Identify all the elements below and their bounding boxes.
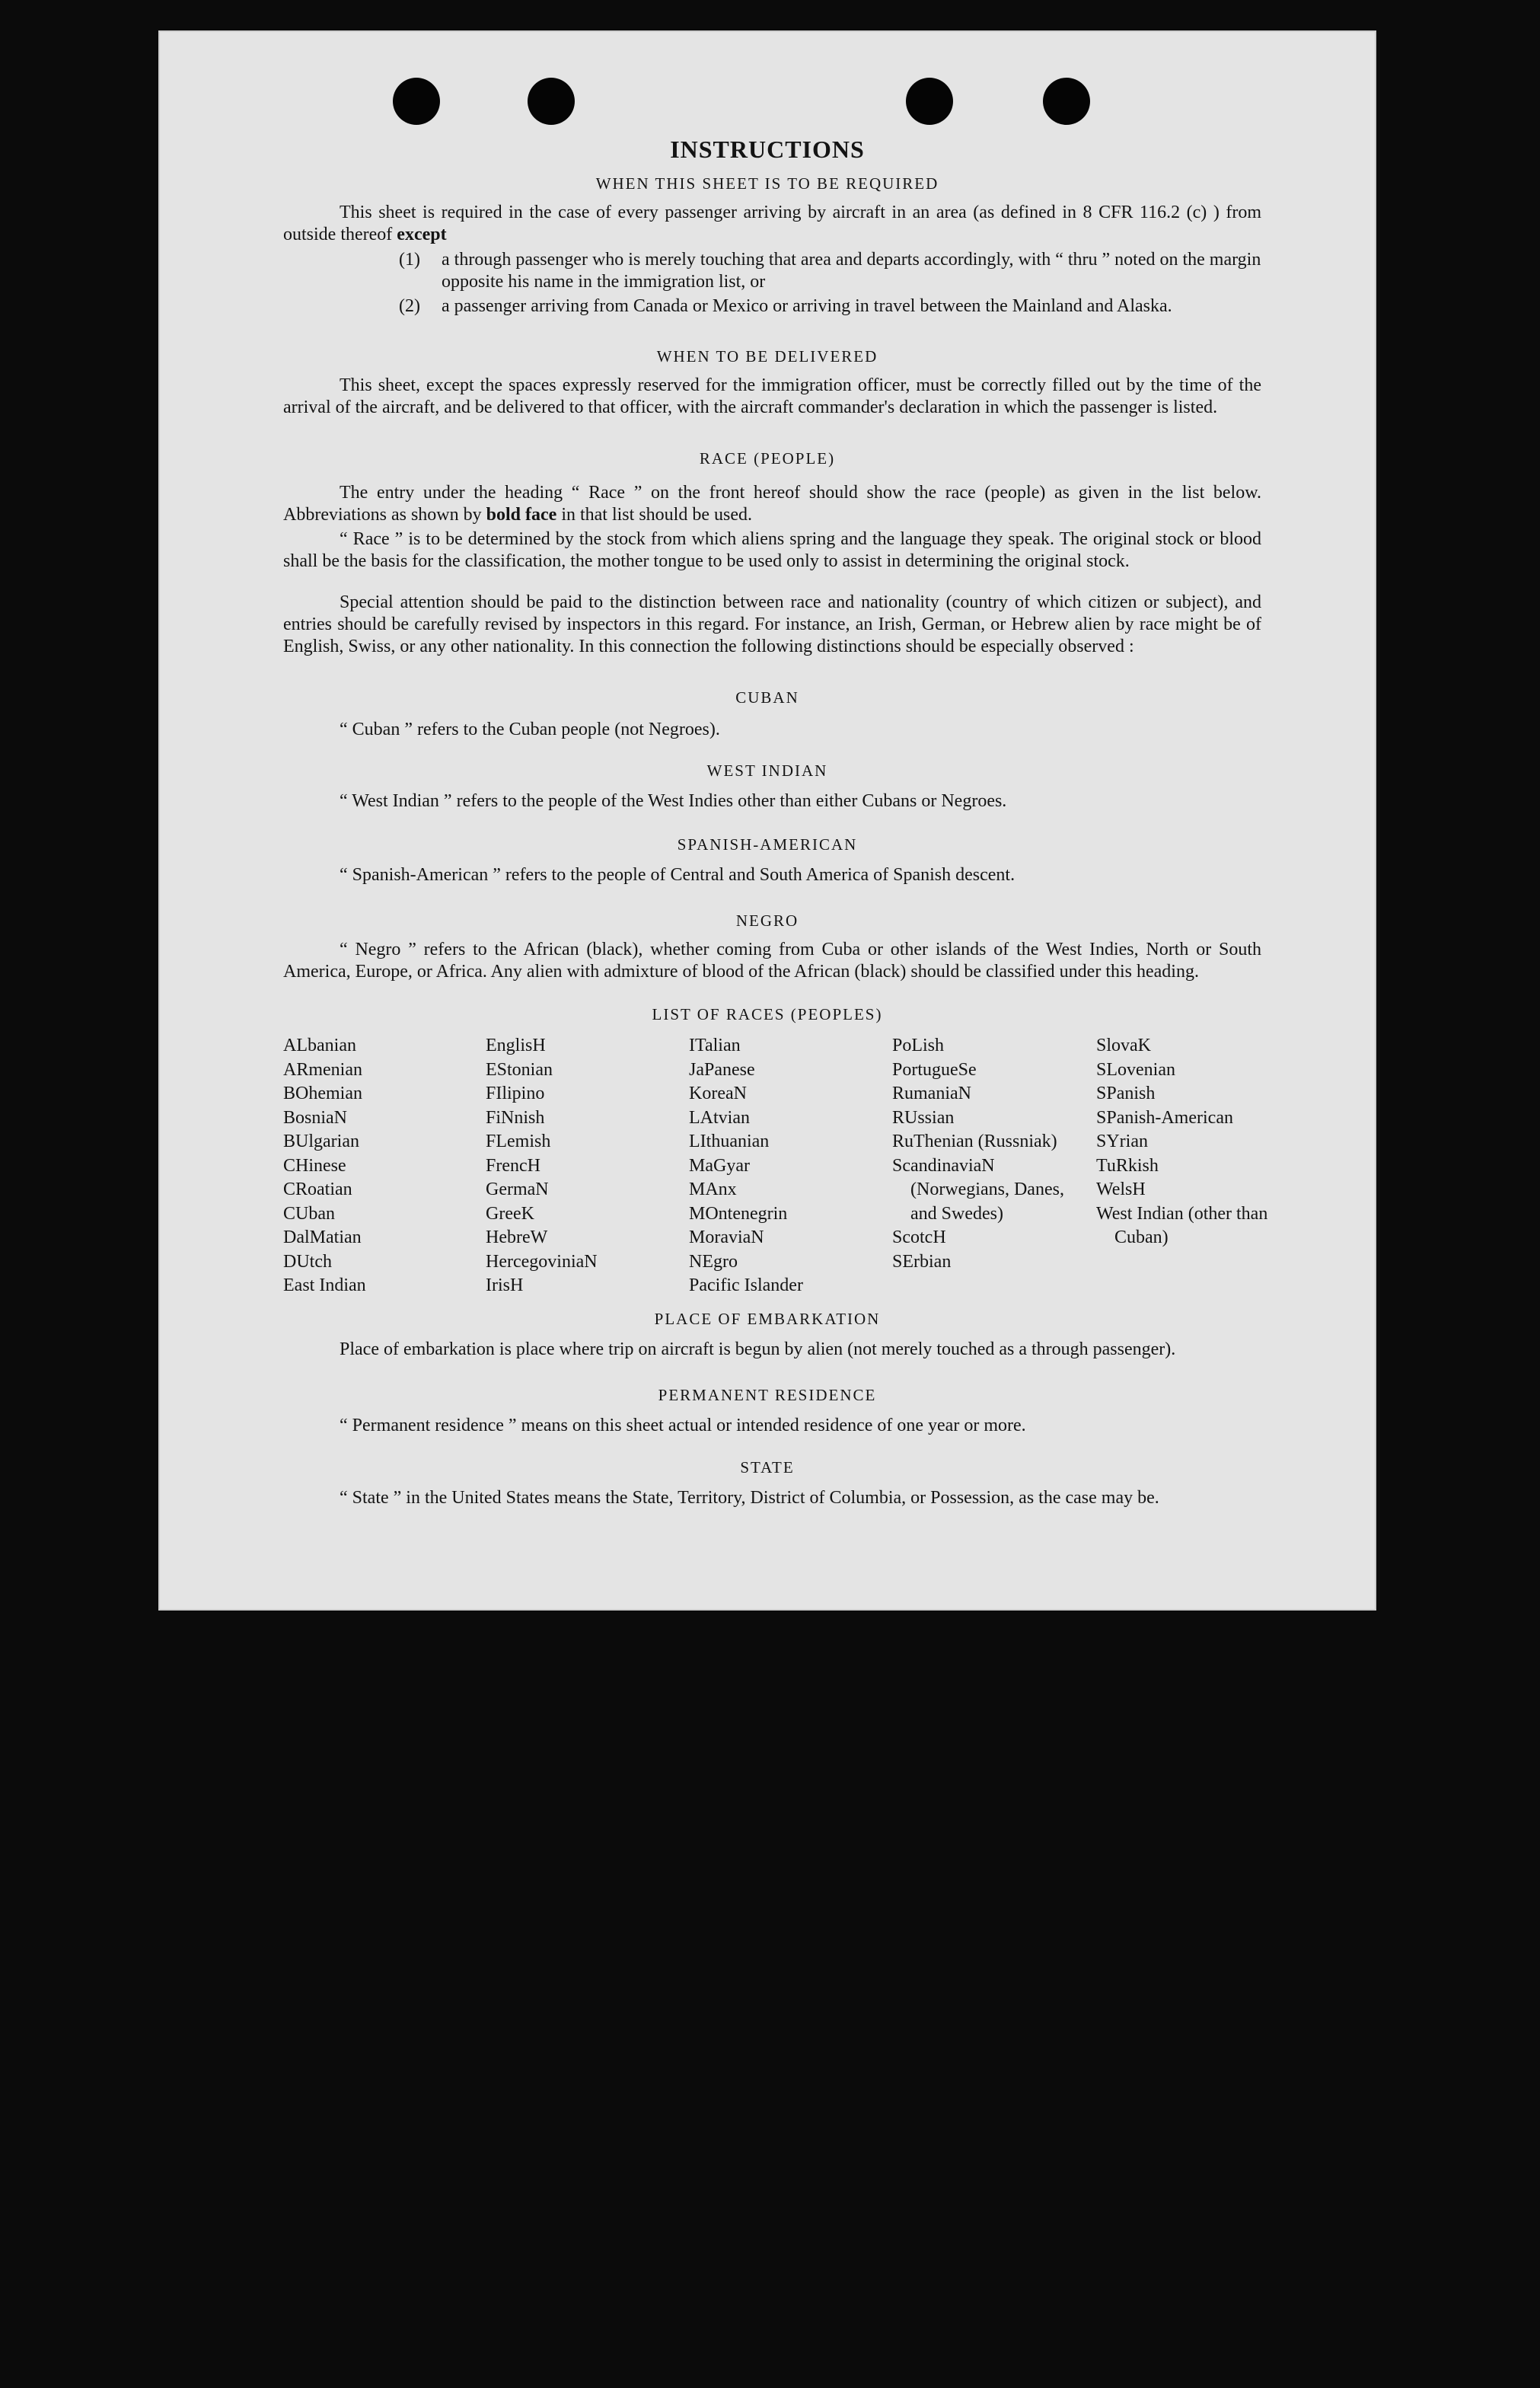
residence-text (283, 1415, 1261, 1437)
race-item: RuThenian (Russniak) (892, 1132, 1057, 1151)
race-item: SYrian (1096, 1132, 1148, 1151)
race-paragraph-3 (283, 592, 1261, 658)
race-item: ScandinaviaN (Norwegians, Danes, and Swedes) (892, 1155, 1064, 1224)
race-item: MaGyar (689, 1155, 750, 1176)
page-title: INSTRUCTIONS (670, 136, 865, 163)
section-heading-cuban: CUBAN (735, 688, 799, 707)
race-p3: Special attention should be paid to the distinction between race and nationality (country of which citizen or subject), and entries should be carefully revised by inspectors in this regard. For instance, an Irish, German, or Hebrew alien by race might be of English, Swiss, or any other nationality. In this connection the following distinctions should be especially observed : (283, 592, 1261, 656)
punch-hole (528, 78, 575, 125)
race-item: NEgro (689, 1251, 738, 1272)
races-column-2 (486, 1034, 684, 1298)
race-item: HebreW (486, 1228, 548, 1247)
race-item: GreeK (486, 1203, 534, 1224)
embarkation-paragraph: Place of embarkation is place where trip on aircraft is begun by alien (not merely touched as a through passenger). (340, 1339, 1176, 1359)
race-item: Pacific Islander (689, 1275, 803, 1295)
race-item: KoreaN (689, 1084, 747, 1103)
section-heading-required: WHEN THIS SHEET IS TO BE REQUIRED (595, 174, 939, 193)
negro-paragraph: “ Negro ” refers to the African (black), whether coming from Cuba or other islands of the West Indies, North or South America, Europe, or Africa. Any alien with admixture of blood of the African (black) should be classified under this heading. (283, 940, 1261, 982)
race-item: SPanish-American (1096, 1107, 1233, 1128)
race-item: ScotcH (892, 1228, 946, 1247)
west-indian-paragraph: “ West Indian ” refers to the people of the West Indies other than either Cubans or Negroes. (340, 791, 1007, 811)
race-item: FiNnish (486, 1107, 545, 1128)
race-item: MoraviaN (689, 1228, 764, 1247)
state-paragraph: “ State ” in the United States means the State, Territory, District of Columbia, or Possession, as the case may be. (340, 1488, 1159, 1508)
race-item: SLovenian (1096, 1059, 1175, 1080)
race-item: SlovaK (1096, 1036, 1151, 1055)
section-heading-spanish-american: SPANISH-AMERICAN (677, 835, 858, 854)
race-item: MAnx (689, 1180, 737, 1199)
delivered-paragraph: This sheet, except the spaces expressly reserved for the immigration officer, must be correctly filled out by the time of the arrival of the aircraft, and be delivered to that officer, with the aircraft commander's declaration in which the passenger is listed. (283, 375, 1261, 417)
cuban-text (283, 719, 1261, 741)
punch-hole (906, 78, 953, 125)
race-p1-bold: bold face (486, 505, 557, 525)
race-paragraph-1 (283, 482, 1261, 526)
race-item: West Indian (other than Cuban) (1096, 1203, 1268, 1247)
race-item: RumaniaN (892, 1084, 971, 1103)
race-item: ITalian (689, 1036, 741, 1055)
race-item: SErbian (892, 1251, 952, 1272)
race-item: CUban (283, 1203, 335, 1224)
race-item: BosniaN (283, 1107, 347, 1128)
race-item: MOntenegrin (689, 1203, 788, 1224)
race-p2: “ Race ” is to be determined by the stock from which aliens spring and the language they speak. The original stock or blood shall be the basis for the classification, the mother tongue to be used only to assist in determining the original stock. (283, 529, 1261, 571)
race-item: FLemish (486, 1132, 551, 1151)
west-indian-text (283, 790, 1261, 812)
race-item: HercegoviniaN (486, 1251, 598, 1272)
required-intro (283, 202, 1261, 246)
section-heading-delivered: WHEN TO BE DELIVERED (656, 347, 878, 366)
required-item-1 (399, 249, 1261, 293)
section-heading-residence: PERMANENT RESIDENCE (658, 1386, 877, 1404)
race-item: IrisH (486, 1275, 524, 1295)
race-item: CRoatian (283, 1180, 352, 1199)
race-p1-a: The entry under the heading “ Race ” on the front hereof should show the race (people) as given in the list below. Abbreviations as shown by (283, 483, 1261, 525)
race-item: EStonian (486, 1059, 553, 1080)
race-item: RUssian (892, 1107, 955, 1128)
punch-hole (1043, 78, 1090, 125)
race-p1-b: in that list should be used. (561, 505, 752, 525)
race-item: SPanish (1096, 1084, 1156, 1103)
section-heading-race: RACE (PEOPLE) (699, 449, 836, 468)
races-column-3 (689, 1034, 887, 1298)
race-item: JaPanese (689, 1059, 755, 1080)
embarkation-text (283, 1339, 1261, 1361)
race-paragraph-2 (283, 528, 1261, 573)
item-number: (2) (399, 296, 420, 316)
race-item: ARmenian (283, 1059, 362, 1080)
required-item-2 (399, 295, 1261, 318)
delivered-text (283, 375, 1261, 419)
race-item: WelsH (1096, 1180, 1146, 1199)
section-heading-embarkation: PLACE OF EMBARKATION (654, 1310, 881, 1328)
races-column-1 (283, 1034, 481, 1298)
races-column-5 (1096, 1034, 1271, 1250)
race-item: ALbanian (283, 1036, 356, 1055)
race-item: CHinese (283, 1155, 346, 1176)
state-text (283, 1487, 1261, 1509)
race-item: DUtch (283, 1251, 332, 1272)
section-heading-negro: NEGRO (735, 911, 799, 930)
negro-text (283, 939, 1261, 983)
item-number: (1) (399, 250, 420, 270)
item-text: a passenger arriving from Canada or Mexico or arriving in travel between the Mainland and Alaska. (442, 296, 1172, 316)
punch-hole (393, 78, 440, 125)
race-item: DalMatian (283, 1228, 362, 1247)
race-item: PortugueSe (892, 1059, 977, 1080)
race-item: TuRkish (1096, 1155, 1159, 1176)
section-heading-state: STATE (740, 1458, 795, 1477)
race-item: LIthuanian (689, 1132, 770, 1151)
spanish-american-paragraph: “ Spanish-American ” refers to the people of Central and South America of Spanish descent. (340, 865, 1016, 885)
race-item: BUlgarian (283, 1132, 359, 1151)
race-item: PoLish (892, 1036, 945, 1055)
cuban-paragraph: “ Cuban ” refers to the Cuban people (not Negroes). (340, 720, 720, 739)
race-item: EnglisH (486, 1036, 546, 1055)
spanish-american-text (283, 864, 1261, 886)
race-item: FrencH (486, 1155, 540, 1176)
section-heading-west-indian: WEST INDIAN (706, 761, 828, 780)
item-text: a through passenger who is merely touching that area and departs accordingly, with “ thru ” noted on the margin opposite his name in the immigration list, or (442, 250, 1261, 292)
residence-paragraph: “ Permanent residence ” means on this sheet actual or intended residence of one year or more. (340, 1416, 1026, 1435)
section-heading-races-list: LIST OF RACES (PEOPLES) (652, 1005, 883, 1023)
race-item: BOhemian (283, 1084, 362, 1103)
race-item: GermaN (486, 1180, 549, 1199)
race-item: FIlipino (486, 1084, 545, 1103)
race-item: LAtvian (689, 1107, 750, 1128)
race-item: East Indian (283, 1275, 366, 1295)
required-intro-except: except (397, 225, 447, 244)
races-column-4 (892, 1034, 1075, 1274)
required-intro-text: This sheet is required in the case of every passenger arriving by aircraft in an area (as defined in 8 CFR 116.2 (c) ) from outside thereof (283, 203, 1261, 244)
